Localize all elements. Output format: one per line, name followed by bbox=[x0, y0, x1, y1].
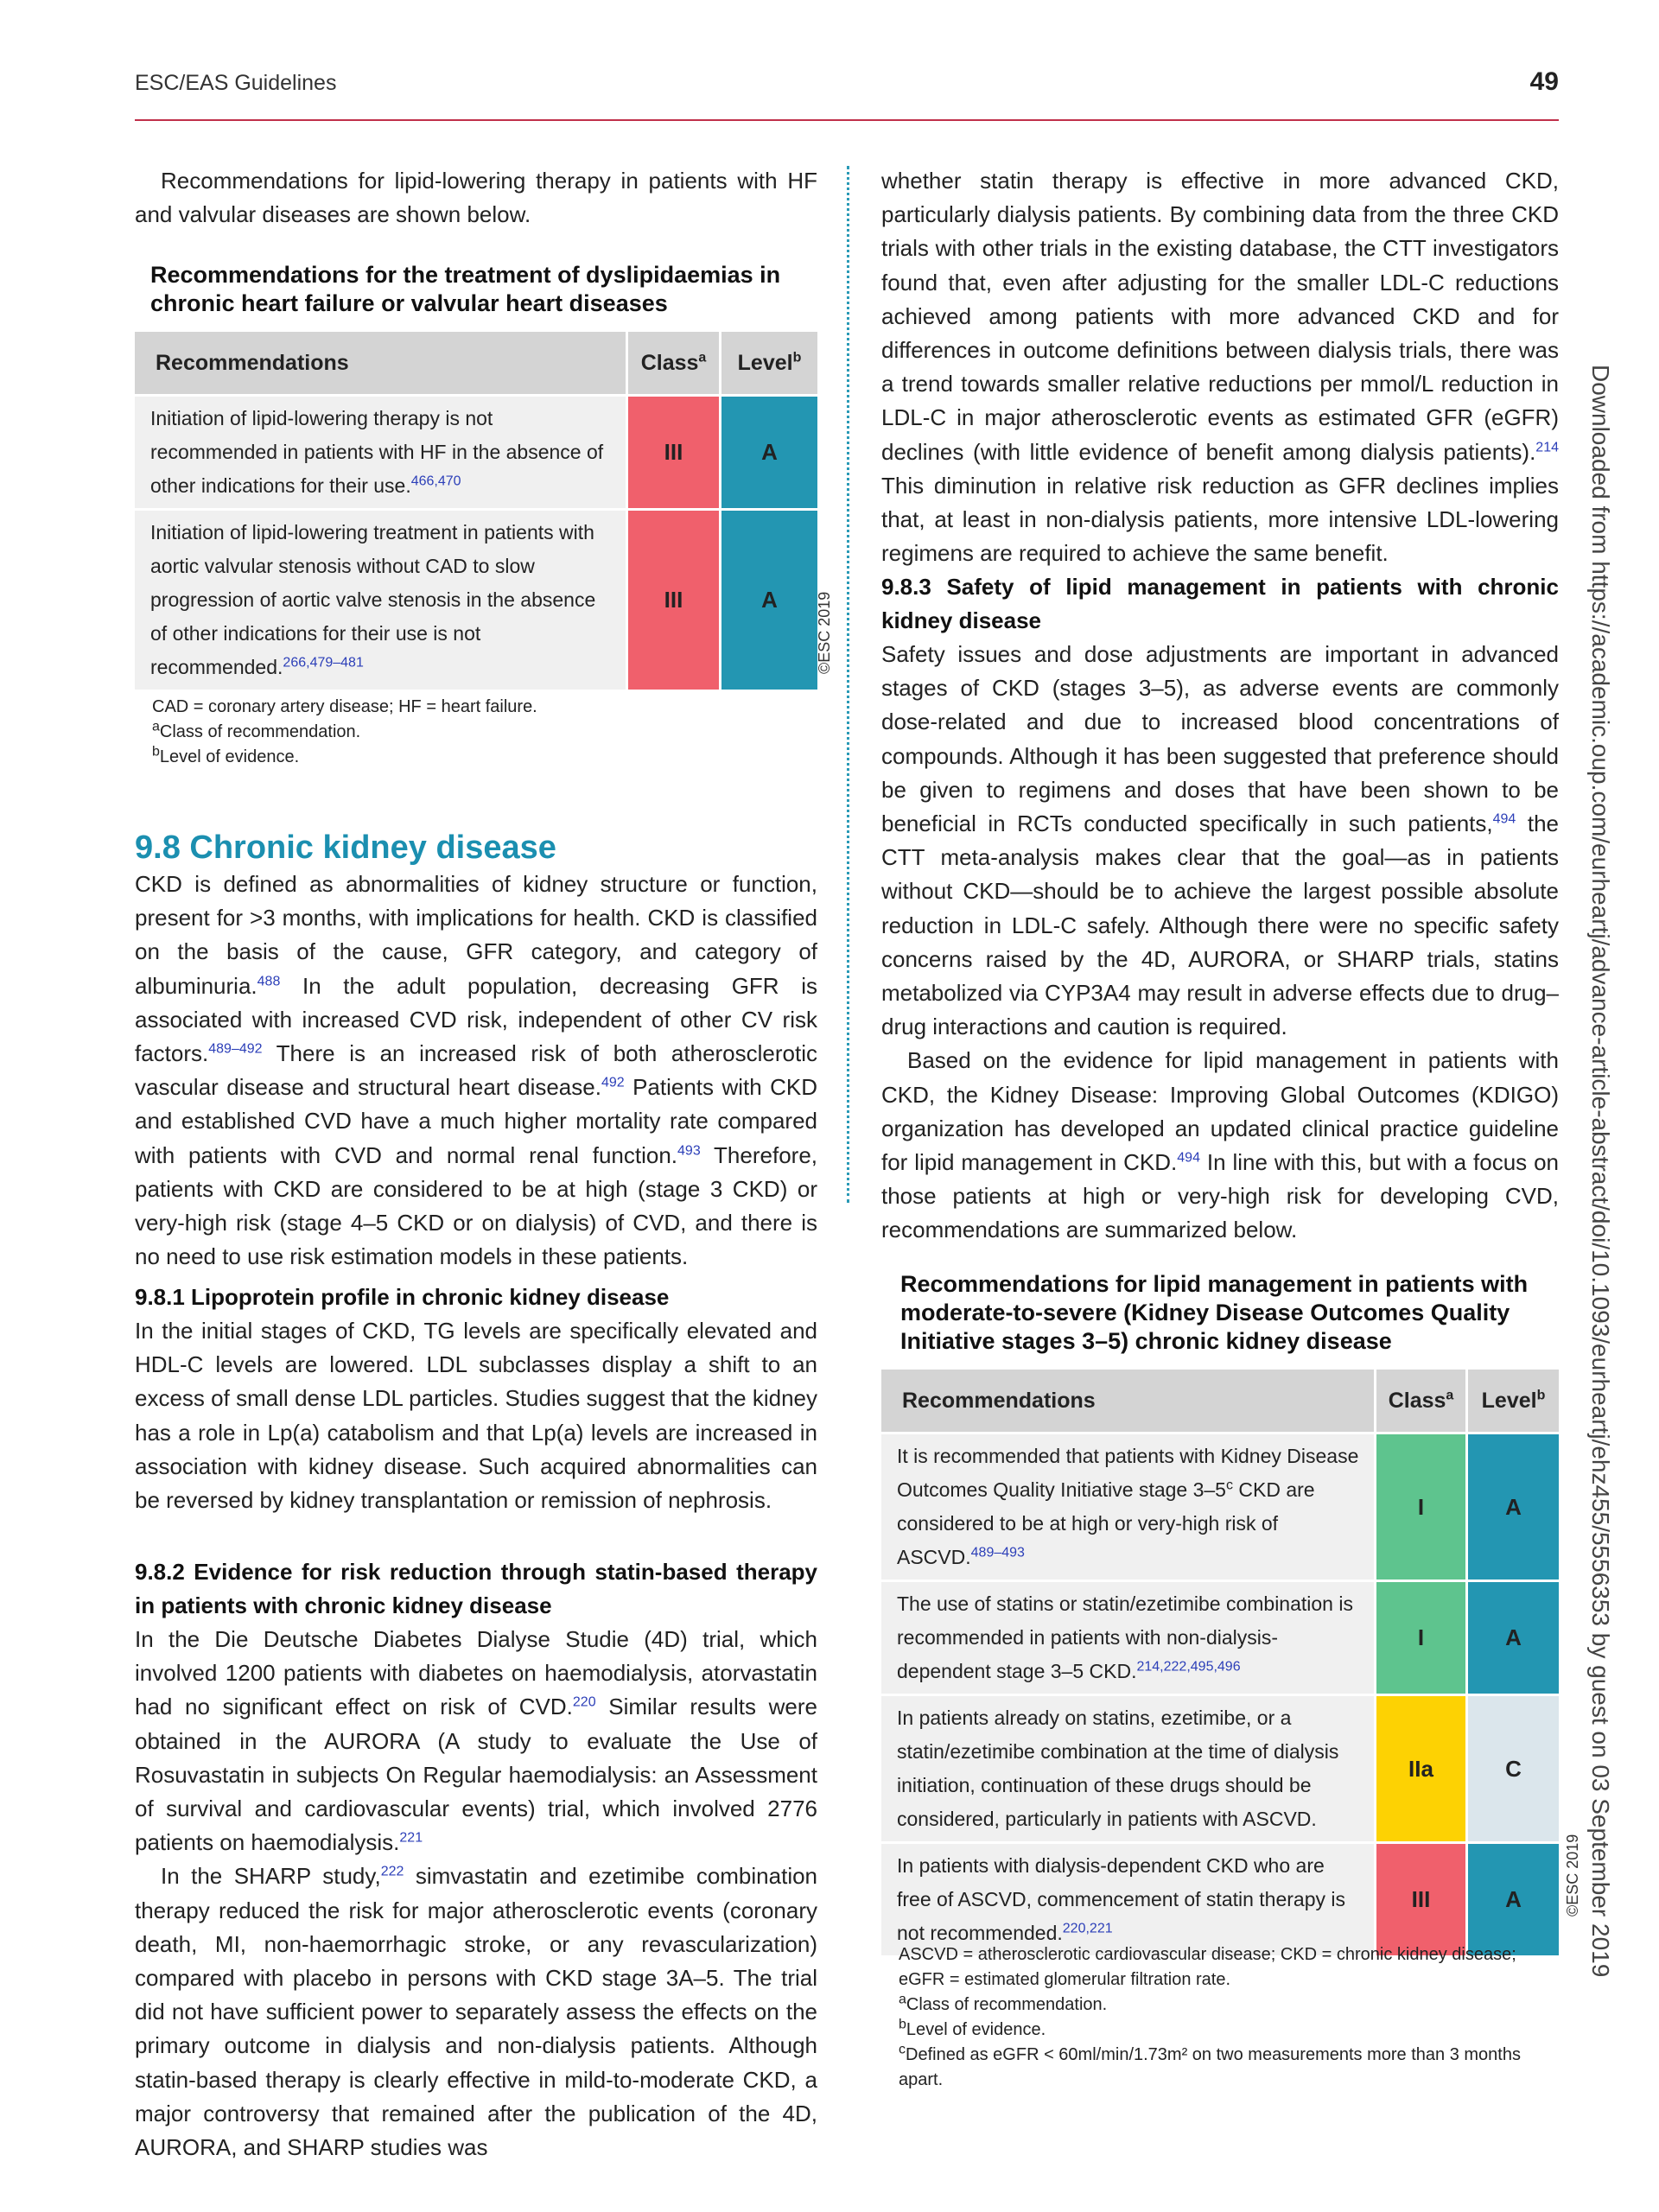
text-run: In the SHARP study, bbox=[161, 1863, 381, 1890]
table2-header-class: Class$^a$ bbox=[1374, 1370, 1465, 1432]
footnote: $^b$Level of evidence. bbox=[899, 2017, 1046, 2039]
continued-paragraph bbox=[881, 164, 1559, 570]
recommendation-text: Initiation of lipid-lowering treatment in patients with aortic valvular stenosis without CAD to slow progression of aortic valve stenosis in the absence of other indications for their use is not recommended.$^{266,479-481}$ bbox=[135, 508, 626, 690]
page-number: 49 bbox=[1529, 67, 1559, 96]
reference-link[interactable]: 221 bbox=[399, 1830, 423, 1846]
footnote: CAD = coronary artery disease; HF = heart failure. bbox=[152, 697, 537, 716]
class-cell: III bbox=[626, 508, 719, 690]
text-run: Patients with CKD and established CVD have a much higher mortality rate compared with patients with CVD and normal renal function. bbox=[135, 1074, 818, 1168]
table-row bbox=[135, 394, 817, 508]
recommendation-text: In patients already on statins, ezetimibe, or a statin/ezetimibe combination at the time of dialysis initiation, continuation of these drugs should be considered, particularly in patients with ASCVD. bbox=[881, 1694, 1374, 1841]
table-row bbox=[881, 1694, 1559, 1841]
table2-header-recommendations: Recommendations bbox=[881, 1370, 1374, 1432]
table2 bbox=[881, 1370, 1559, 1955]
table1-header-class: Class$^a$ bbox=[626, 332, 719, 394]
table2-title: Recommendations for lipid management in patients with moderate-to-severe (Kidney Disease Outcomes Quality Initiative stages 3–5) chronic kidney disease bbox=[900, 1271, 1529, 1354]
intro-paragraph: Recommendations for lipid-lowering therapy in patients with HF and valvular diseases are shown below. bbox=[135, 168, 817, 228]
reference-link[interactable]: 220 bbox=[572, 1694, 596, 1710]
section-9-8-3 bbox=[881, 570, 1559, 1248]
esc-watermark: ©ESC 2019 bbox=[1564, 1834, 1581, 1916]
level-cell: A bbox=[1465, 1841, 1559, 1955]
reference-link[interactable]: 494 bbox=[1177, 1150, 1200, 1166]
paragraph bbox=[881, 164, 1559, 570]
paragraph bbox=[135, 1314, 817, 1517]
level-cell: A bbox=[719, 508, 817, 690]
footnote: $^b$Level of evidence. bbox=[152, 744, 300, 766]
level-cell: A bbox=[719, 394, 817, 508]
paragraph bbox=[881, 1044, 1559, 1247]
paragraph bbox=[135, 1623, 817, 1859]
subsection-title: 9.8.2 Evidence for risk reduction through statin-based therapy in patients with chronic kidney disease bbox=[135, 1559, 817, 1618]
footnote: $^a$Class of recommendation. bbox=[152, 719, 361, 741]
class-cell: III bbox=[626, 394, 719, 508]
subsection-title: 9.8.3 Safety of lipid management in patients with chronic kidney disease bbox=[881, 574, 1559, 633]
reference-link[interactable]: 214 bbox=[1535, 439, 1559, 454]
download-note: Downloaded from https://academic.oup.com/eurheartj/advance-article-abstract/doi/10.1093/eurheartj/ehz455/5556353 by guest on 03 September 2019 bbox=[1587, 365, 1614, 1978]
table1-footnotes bbox=[152, 695, 809, 770]
table-row bbox=[881, 1580, 1559, 1694]
footnote: ASCVD = atherosclerotic cardiovascular disease; CKD = chronic kidney disease; eGFR = estimated glomerular filtration rate. bbox=[899, 1945, 1516, 1989]
text-run: simvastatin and ezetimibe combination therapy reduced the risk for major atherosclerotic events (coronary death, MI, non-haemorrhagic stroke, or any revascularization) compared with placebo in persons with CKD stage 3A–5. The trial did not have sufficient power to separately assess the effects on the primary outcome in dialysis and non-dialysis patients. Although statin-based therapy is clearly effective in mild-to-moderate CKD, a major controversy that remained after the publication of the 4D, AURORA, and SHARP studies was bbox=[135, 1863, 818, 2161]
table1-title: Recommendations for the treatment of dyslipidaemias in chronic heart failure or valvular heart diseases bbox=[150, 262, 781, 316]
text-run: Therefore, patients with CKD are considered to be at high (stage 3 CKD) or very-high risk (stage 4–5 CKD or on dialysis) of CVD, and there is no need to use risk estimation models in these patients. bbox=[135, 1141, 817, 1270]
text-run: In the Die Deutsche Diabetes Dialyse Studie (4D) trial, which involved 1200 patients with diabetes on haemodialysis, atorvastatin had no significant effect on risk of CVD. bbox=[135, 1626, 817, 1720]
text-run: Based on the evidence for lipid management in patients with CKD, the Kidney Disease: Improving Global Outcomes (KDIGO) organization has developed an updated clinical practice guideline for lipid management in CKD. bbox=[881, 1047, 1559, 1176]
table1-header-recommendations: Recommendations bbox=[135, 332, 626, 394]
esc-watermark: ©ESC 2019 bbox=[816, 591, 833, 674]
table-row bbox=[135, 508, 817, 690]
text-run: In the adult population, decreasing GFR is associated with increased CVD risk, independent of other CV risk factors. bbox=[135, 972, 817, 1067]
table-row bbox=[881, 1432, 1559, 1580]
reference-link[interactable]: 494 bbox=[1492, 811, 1516, 827]
class-cell: I bbox=[1374, 1580, 1465, 1694]
table2-footnotes bbox=[899, 1942, 1554, 2093]
table1 bbox=[135, 332, 817, 690]
text-run: whether statin therapy is effective in more advanced CKD, particularly dialysis patients. By combining data from the three CKD trials with other trials in the existing database, the CTT investigators found that, even after adjusting for the smaller LDL-C reductions achieved among patients with more advanced CKD and for differences in outcome definitions between dialysis trials, there was a trend towards smaller relative reductions per mmol/L reduction in LDL-C in major atherosclerotic events as estimated GFR (eGFR) declines (with little evidence of benefit among dialysis patients). bbox=[881, 168, 1559, 465]
table-row bbox=[881, 1841, 1559, 1955]
column-divider bbox=[847, 166, 849, 1203]
reference-link[interactable]: 492 bbox=[601, 1075, 625, 1090]
table1-header-level: Level$^b$ bbox=[719, 332, 817, 394]
running-header: ESC/EAS Guidelines bbox=[135, 71, 337, 95]
paragraph bbox=[135, 1859, 817, 2164]
reference-link[interactable]: 222 bbox=[380, 1864, 404, 1879]
class-cell: III bbox=[1374, 1841, 1465, 1955]
level-cell: C bbox=[1465, 1694, 1559, 1841]
class-cell: I bbox=[1374, 1432, 1465, 1580]
paragraph bbox=[135, 868, 817, 1274]
text-run: Safety issues and dose adjustments are important in advanced stages of CKD (stages 3–5), as adverse events are commonly dose-related and due to increased blood concentrations of compounds. Although it has been suggested that preference should be given to regimens and doses that have been shown to be beneficial in RCTs conducted specifically in such patients, bbox=[881, 641, 1559, 837]
section-title: 9.8 Chronic kidney disease bbox=[135, 830, 556, 866]
table2-header-level: Level$^b$ bbox=[1465, 1370, 1559, 1432]
recommendation-text: In patients with dialysis-dependent CKD who are free of ASCVD, commencement of statin therapy is not recommended.$^{220,221}$ bbox=[881, 1841, 1374, 1955]
recommendation-text: The use of statins or statin/ezetimibe combination is recommended in patients with non-dialysis-dependent stage 3–5 CKD.$^{214,222,495,496}$ bbox=[881, 1580, 1374, 1694]
text-run: CKD is defined as abnormalities of kidney structure or function, present for >3 months, with implications for health. CKD is classified on the basis of the cause, GFR category, and category of albuminuria. bbox=[135, 871, 817, 999]
section-9-8-1 bbox=[135, 1281, 817, 1517]
section-9-8-2 bbox=[135, 1555, 817, 2164]
text-run: There is an increased risk of both atherosclerotic vascular disease and structural heart disease. bbox=[135, 1040, 817, 1101]
text-run: Similar results were obtained in the AURORA (A study to evaluate the Use of Rosuvastatin in subjects On Regular haemodialysis: an Assessment of survival and cardiovascular events) trial, which involved 2776 patients on haemodialysis. bbox=[135, 1694, 817, 1856]
footnote: $^a$Class of recommendation. bbox=[899, 1992, 1108, 2014]
recommendation-text: Initiation of lipid-lowering therapy is not recommended in patients with HF in the absence of other indications for their use.$^{466,470}$ bbox=[135, 394, 626, 508]
text-run: In the initial stages of CKD, TG levels are specifically elevated and HDL-C levels are lowered. LDL subclasses display a shift to an excess of small dense LDL particles. Studies suggest that the kidney has a role in Lp(a) catabolism and that Lp(a) levels are increased in association with kidney disease. Such acquired abnormalities can be reversed by kidney transplantation or remission of nephrosis. bbox=[135, 1318, 817, 1514]
reference-link[interactable]: 489–492 bbox=[208, 1041, 263, 1057]
subsection-title: 9.8.1 Lipoprotein profile in chronic kidney disease bbox=[135, 1284, 670, 1310]
footnote: $^c$Defined as eGFR < 60ml/min/1.73m² on two measurements more than 3 months apart. bbox=[899, 2042, 1521, 2089]
text-run: the CTT meta-analysis makes clear that the goal—as in patients without CKD—should be to achieve the largest possible absolute reduction in LDL-C safely. Although there were no specific safety concerns raised by the 4D, AURORA, or SHARP trials, statins metabolized via CYP3A4 may result in adverse effects due to drug–drug interactions and caution is required. bbox=[881, 810, 1560, 1040]
class-cell: IIa bbox=[1374, 1694, 1465, 1841]
section-9-8 bbox=[135, 828, 817, 1274]
text-run: This diminution in relative risk reduction as GFR declines implies that, at least in non-dialysis patients, more intensive LDL-lowering regimens are required to achieve the same benefit. bbox=[881, 472, 1559, 567]
reference-link[interactable]: 488 bbox=[257, 973, 281, 988]
header-rule bbox=[135, 119, 1559, 121]
text-run: In line with this, but with a focus on those patients at high or very-high risk for developing CVD, recommendations are summarized below. bbox=[881, 1149, 1559, 1243]
level-cell: A bbox=[1465, 1580, 1559, 1694]
reference-link[interactable]: 493 bbox=[677, 1142, 701, 1158]
recommendation-text: It is recommended that patients with Kidney Disease Outcomes Quality Initiative stage 3–5$^c$ CKD are considered to be at high or very-high risk of ASCVD.$^{489-493}$ bbox=[881, 1432, 1374, 1580]
level-cell: A bbox=[1465, 1432, 1559, 1580]
paragraph bbox=[881, 638, 1559, 1044]
